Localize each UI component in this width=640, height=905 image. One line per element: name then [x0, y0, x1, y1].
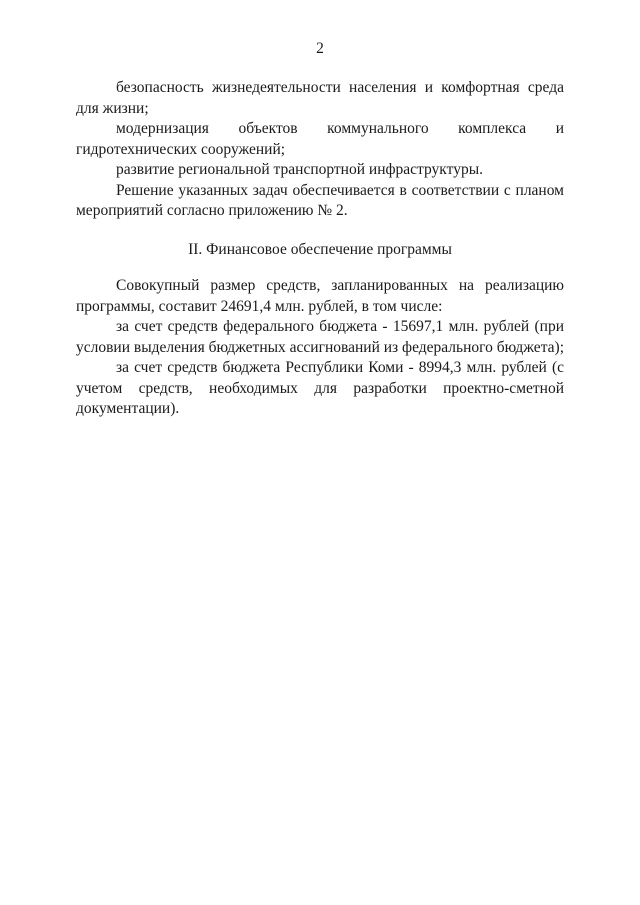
- paragraph-federal-budget: за счет средств федерального бюджета - 15697,1 млн. рублей (при условии выделения бюджетных ассигнований из федерального бюджета);: [76, 318, 565, 356]
- document-body: [76, 78, 564, 420]
- paragraph-transport: развитие региональной транспортной инфраструктуры.: [116, 161, 483, 178]
- page-number: 2: [316, 40, 324, 57]
- paragraph-republic-budget: за счет средств бюджета Республики Коми - 8994,3 млн. рублей (с учетом средств, необходимых для разработки проектно-сметной документации).: [76, 359, 564, 417]
- paragraph-safety: безопасность жизнедеятельности населения и комфортная среда для жизни;: [76, 79, 564, 117]
- paragraph-tasks-solution: Решение указанных задач обеспечивается в соответствии с планом мероприятий согласно приложению № 2.: [76, 181, 564, 219]
- section-heading: II. Финансовое обеспечение программы: [188, 240, 452, 258]
- paragraph-total-funding: Совокупный размер средств, запланированных на реализацию программы, составит 24691,4 млн. рублей, в том числе:: [76, 277, 564, 315]
- paragraph-modernization: модернизация объектов коммунального комплекса и гидротехнических сооружений;: [76, 120, 564, 158]
